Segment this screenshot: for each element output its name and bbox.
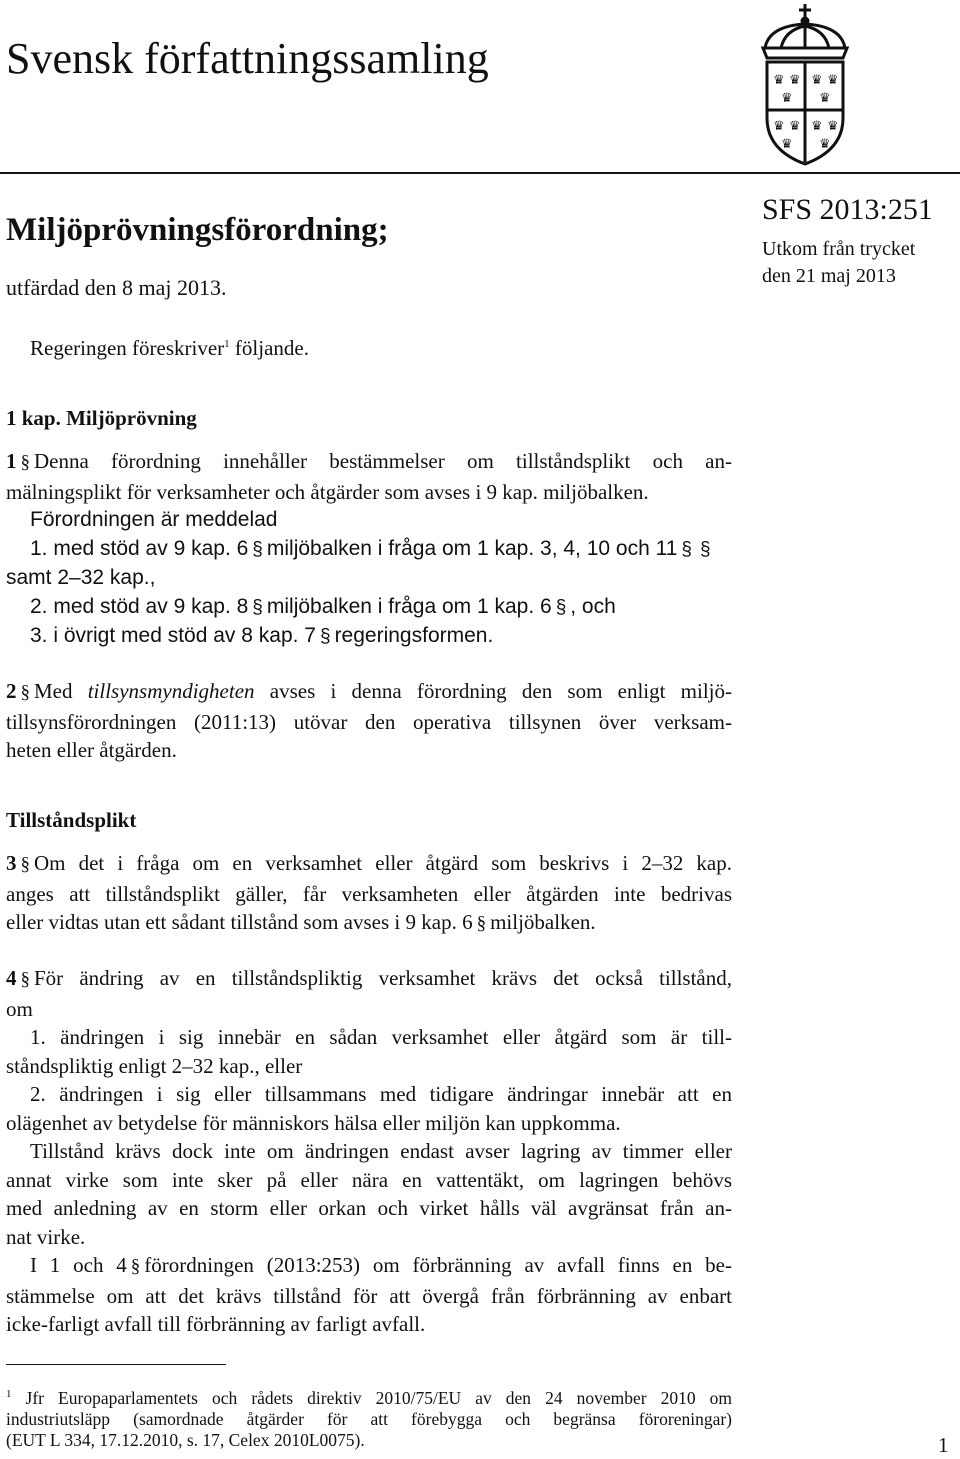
section-text: annat virke som inte sker på eller nära en vattentäkt, om lagringen behövs bbox=[6, 1167, 732, 1192]
footnote-divider bbox=[6, 1364, 226, 1365]
section-sign: § bbox=[476, 913, 487, 934]
section-text: Med bbox=[34, 679, 73, 703]
list-item-text: 1. ändringen i sig innebär en sådan verksamhet eller åtgärd som är till- bbox=[30, 1025, 732, 1049]
svg-text:♛: ♛ bbox=[781, 91, 793, 106]
footnote-text: industriutsläpp (samordnade åtgärder för att förebygga och begränsa föroreningar) bbox=[6, 1409, 732, 1429]
footnote bbox=[6, 1388, 732, 1451]
section-text: Förordningen är meddelad bbox=[30, 508, 278, 531]
printed-line-2: den 21 maj 2013 bbox=[762, 265, 896, 287]
section-number: 4 bbox=[6, 966, 17, 990]
section-text: med anledning av en storm eller orkan och virket hålls väl avgränsat från an- bbox=[6, 1196, 732, 1220]
svg-text:♛: ♛ bbox=[773, 73, 785, 88]
intro-text: Regeringen föreskriver bbox=[30, 336, 225, 360]
chapter-heading: 1 kap. Miljöprövning bbox=[6, 406, 197, 430]
section-sign: § bbox=[681, 538, 692, 560]
section-text: om bbox=[6, 996, 33, 1021]
section-sign: § bbox=[130, 1256, 141, 1277]
intro-text-end: följande. bbox=[234, 336, 309, 360]
list-item-text: 1. med stöd av 9 kap. 6 bbox=[30, 536, 249, 560]
section-text: förordningen (2013:253) om förbränning av avfall finns en be- bbox=[144, 1253, 732, 1277]
section-text: Denna förordning innehåller bestämmelser om tillståndsplikt och an- bbox=[34, 449, 732, 473]
list-item-text: samt 2–32 kap., bbox=[6, 566, 156, 589]
list-item-text: miljöbalken i fråga om 1 kap. 6 bbox=[266, 594, 552, 618]
list-item-text: 2. med stöd av 9 kap. 8 bbox=[30, 594, 249, 618]
section-text: nat virke. bbox=[6, 1224, 86, 1249]
section-text: Om det i fråga om en verksamhet eller åtgärd som beskrivs i 2–32 kap. bbox=[34, 851, 732, 875]
svg-text:♛: ♛ bbox=[819, 91, 831, 106]
page-number: 1 bbox=[938, 1433, 949, 1457]
section-text: Tillstånd krävs dock inte om ändringen endast avser lagring av timmer eller bbox=[30, 1139, 732, 1163]
section-text: mälningsplikt för verksamheter och åtgärder som avses i 9 kap. miljöbalken. bbox=[6, 479, 649, 504]
section-number: 1 bbox=[6, 449, 17, 473]
section-1 bbox=[6, 447, 732, 652]
svg-text:♛: ♛ bbox=[789, 119, 801, 134]
section-text: heten eller åtgärden. bbox=[6, 738, 177, 762]
list-item-text: 3. i övrigt med stöd av 8 kap. 7 bbox=[30, 624, 316, 647]
ordinance-title: Miljöprövningsförordning; bbox=[6, 212, 389, 248]
svg-text:♛: ♛ bbox=[773, 119, 785, 134]
coat-of-arms-icon bbox=[755, 2, 959, 168]
section-sign: § bbox=[699, 538, 711, 560]
svg-text:♛: ♛ bbox=[827, 73, 839, 88]
section-text: För ändring av en tillståndspliktig verksamhet krävs det också tillstånd, bbox=[34, 966, 732, 990]
printed-line-1: Utkom från trycket bbox=[762, 238, 916, 260]
section-text: eller vidtas utan ett sådant tillstånd som avses i 9 kap. 6 bbox=[6, 910, 473, 934]
svg-text:♛: ♛ bbox=[789, 73, 801, 88]
list-item-text: , och bbox=[570, 594, 616, 618]
section-text: anges att tillståndsplikt gäller, får verksamheten eller åtgärden inte bedrivas bbox=[6, 881, 732, 906]
footnote-text: (EUT L 334, 17.12.2010, s. 17, Celex 2010L0075). bbox=[6, 1430, 365, 1450]
section-sign: § bbox=[20, 854, 30, 875]
section-3 bbox=[6, 849, 732, 939]
subheading: Tillståndsplikt bbox=[6, 808, 137, 832]
section-text: tillsynsförordningen (2011:13) utövar den operativa tillsynen över verksam- bbox=[6, 709, 732, 734]
svg-text:♛: ♛ bbox=[781, 137, 793, 152]
section-2 bbox=[6, 677, 732, 765]
footnote-text: Jfr Europaparlamentets och rådets direktiv 2010/75/EU av den 24 november 2010 om bbox=[25, 1388, 733, 1408]
section-number: 3 bbox=[6, 851, 17, 875]
footnote-number: 1 bbox=[6, 1388, 12, 1401]
svg-text:♛: ♛ bbox=[819, 137, 831, 152]
section-text: stämmelse om att det krävs tillstånd för att övergå från förbränning av enbart bbox=[6, 1283, 732, 1308]
issued-date: utfärdad den 8 maj 2013. bbox=[6, 275, 227, 300]
list-item-text: 2. ändringen i sig eller tillsammans med tidigare ändringar innebär att en bbox=[30, 1082, 732, 1106]
section-text: avses i denna förordning den som enligt miljö- bbox=[269, 679, 733, 703]
section-number: 2 bbox=[6, 679, 17, 703]
section-sign: § bbox=[555, 596, 567, 618]
section-sign: § bbox=[252, 596, 263, 618]
list-item-text: olägenhet av betydelse för människors hälsa eller miljön kan uppkomma. bbox=[6, 1110, 621, 1135]
svg-text:♛: ♛ bbox=[827, 119, 839, 134]
footnote-ref: 1 bbox=[224, 338, 230, 350]
publication-title: Svensk författningssamling bbox=[6, 34, 489, 83]
section-sign: § bbox=[319, 626, 331, 647]
printed-date bbox=[762, 236, 915, 290]
list-item-text: regeringsformen. bbox=[334, 624, 494, 647]
svg-text:♛: ♛ bbox=[811, 73, 823, 88]
section-sign: § bbox=[20, 452, 30, 473]
header-divider bbox=[0, 172, 960, 174]
svg-text:♛: ♛ bbox=[811, 119, 823, 134]
intro-paragraph bbox=[6, 334, 732, 363]
section-sign: § bbox=[252, 538, 263, 560]
sfs-number: SFS 2013:251 bbox=[762, 193, 933, 226]
section-text: miljöbalken. bbox=[490, 910, 596, 934]
section-text: icke-farligt avfall till förbränning av farligt avfall. bbox=[6, 1312, 426, 1336]
section-text: I 1 och 4 bbox=[30, 1253, 127, 1277]
defined-term: tillsynsmyndigheten bbox=[87, 679, 255, 703]
section-sign: § bbox=[20, 682, 30, 703]
section-sign: § bbox=[20, 969, 30, 990]
section-4 bbox=[6, 964, 732, 1339]
list-item-text: miljöbalken i fråga om 1 kap. 3, 4, 10 och 11 bbox=[266, 536, 678, 560]
list-item-text: ståndspliktig enligt 2–32 kap., eller bbox=[6, 1053, 303, 1078]
